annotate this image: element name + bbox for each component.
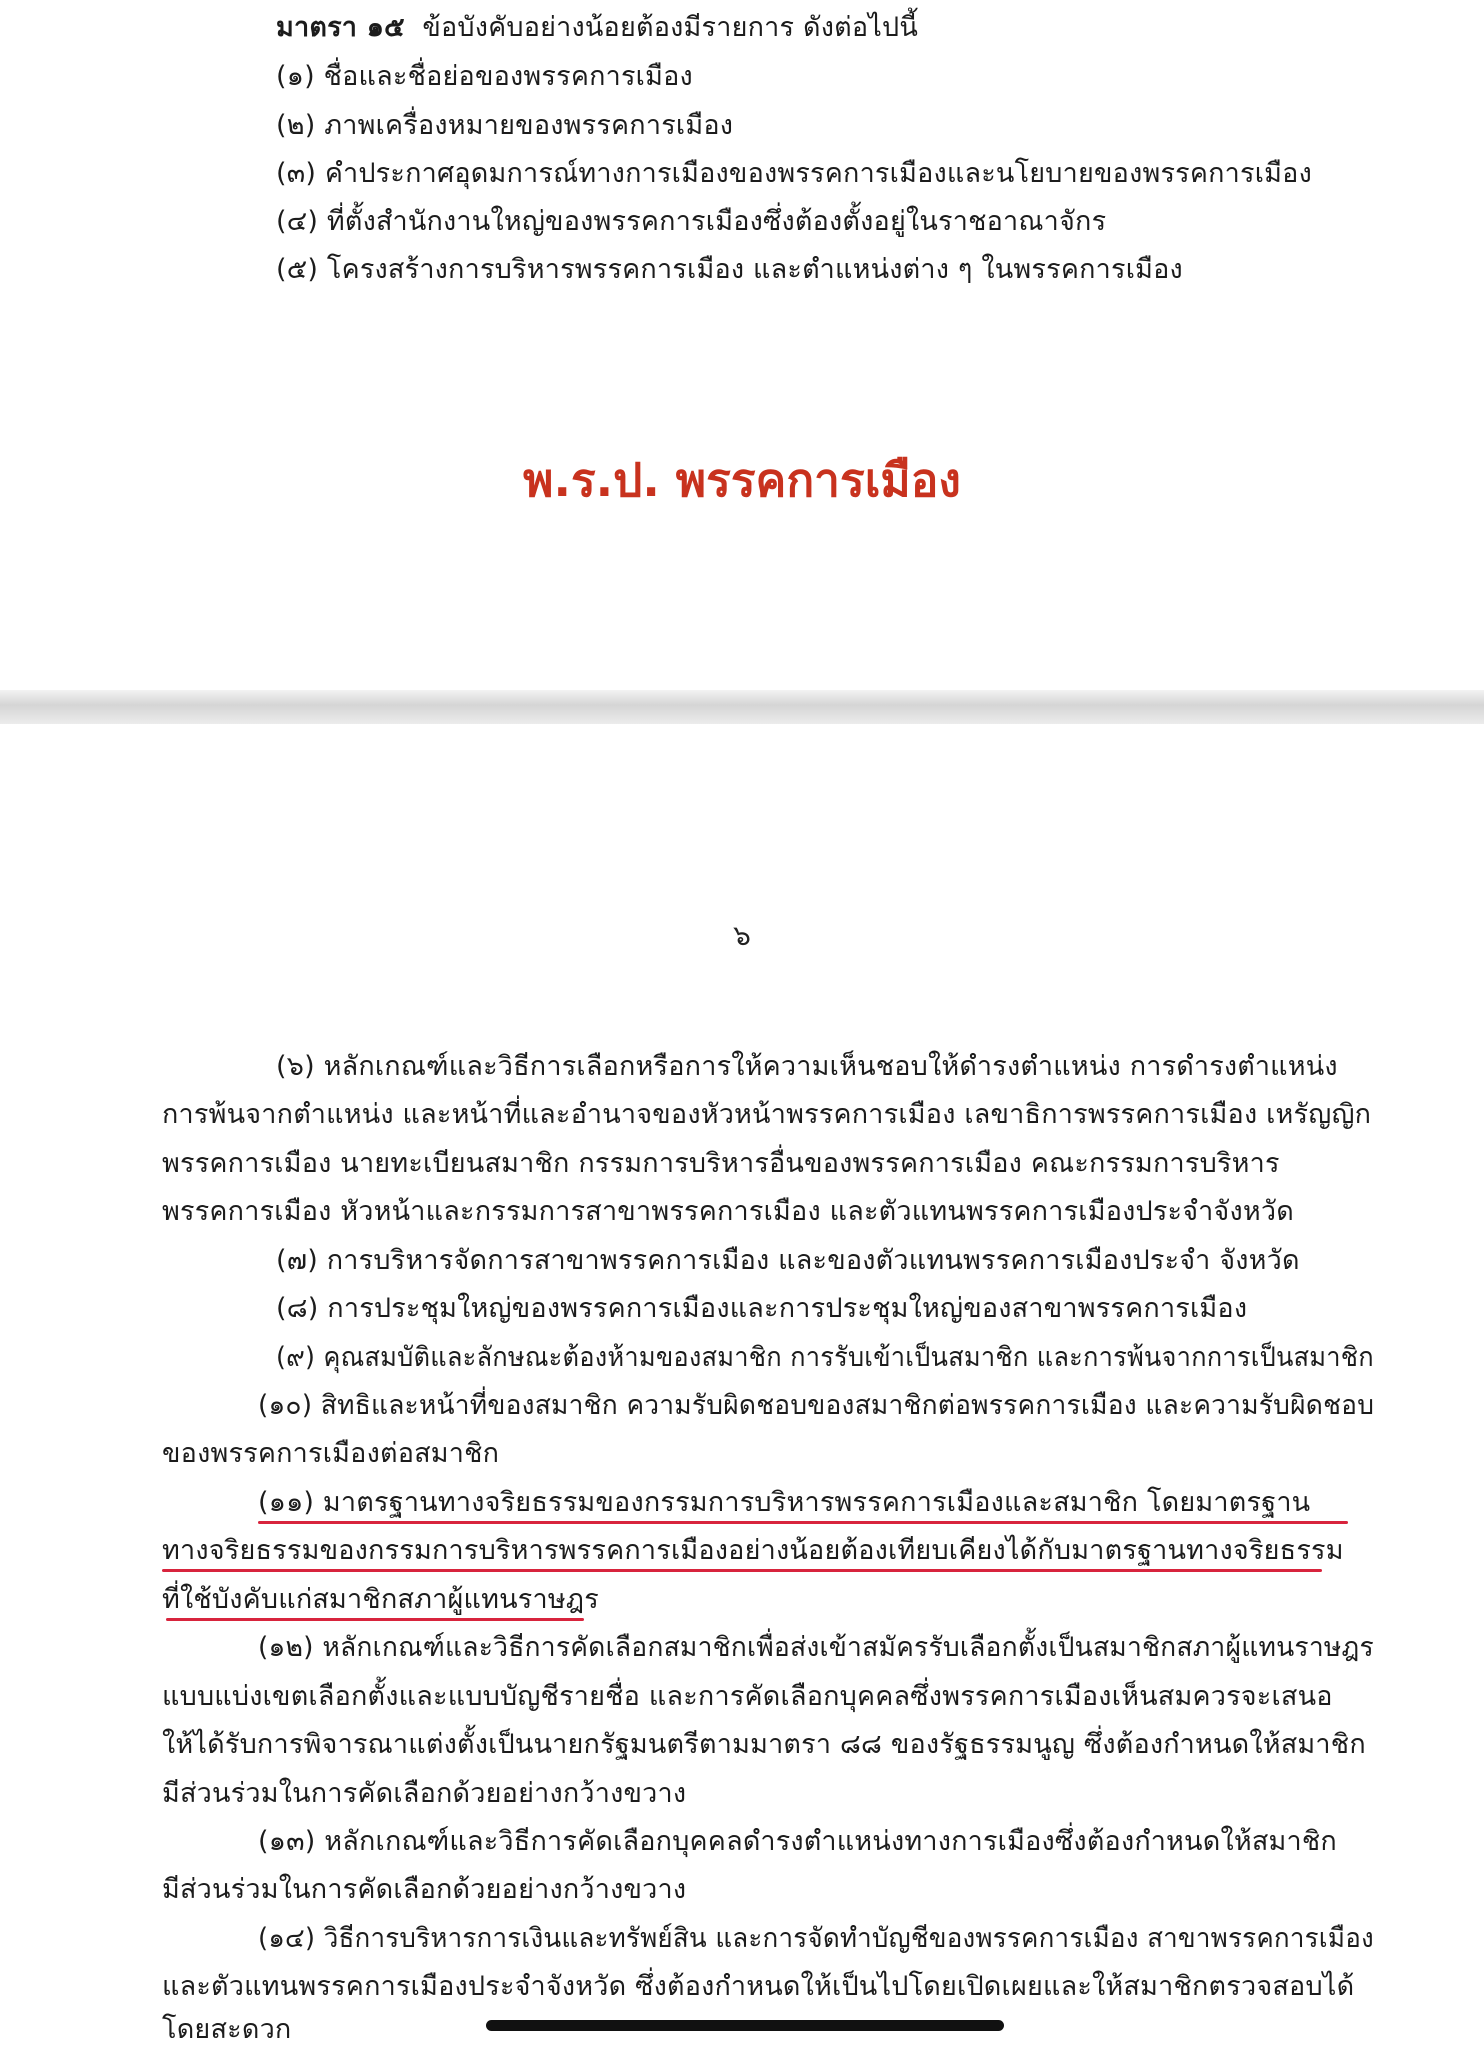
overlay-title: พ.ร.ป. พรรคการเมือง [523,453,961,507]
list-item: (๔) ที่ตั้งสำนักงานใหญ่ของพรรคการเมืองซึ่งต้องตั้งอยู่ในราชอาณาจักร [276,206,1107,237]
list-item: (๓) คำประกาศอุดมการณ์ทางการเมืองของพรรคการเมืองและนโยบายของพรรคการเมือง [276,158,1312,189]
list-item: (๕) โครงสร้างการบริหารพรรคการเมือง และตำแหน่งต่าง ๆ ในพรรคการเมือง [276,254,1183,285]
highlight-underline [162,1569,1322,1572]
paragraph-line: พรรคการเมือง นายทะเบียนสมาชิก กรรมการบริหารอื่นของพรรคการเมือง คณะกรรมการบริหาร [162,1148,1280,1179]
paragraph-line: (๗) การบริหารจัดการสาขาพรรคการเมือง และของตัวแทนพรรคการเมืองประจำ จังหวัด [276,1245,1300,1276]
section-label: มาตรา ๑๕ [276,12,405,43]
paragraph-line: แบบแบ่งเขตเลือกตั้งและแบบบัญชีรายชื่อ และการคัดเลือกบุคคลซึ่งพรรคการเมืองเห็นสมควรจะเสนอ [162,1681,1333,1712]
paragraph-line: (๙) คุณสมบัติและลักษณะต้องห้ามของสมาชิก การรับเข้าเป็นสมาชิก และการพ้นจากการเป็นสมาชิก [276,1342,1374,1373]
paragraph-line: พรรคการเมือง หัวหน้าและกรรมการสาขาพรรคการเมือง และตัวแทนพรรคการเมืองประจำจังหวัด [162,1196,1294,1227]
home-indicator[interactable] [486,2020,1004,2031]
list-item: (๒) ภาพเครื่องหมายของพรรคการเมือง [276,110,734,141]
page-number: ๖ [733,919,751,952]
paragraph-line: (๑๐) สิทธิและหน้าที่ของสมาชิก ความรับผิดชอบของสมาชิกต่อพรรคการเมือง และความรับผิดชอบ [258,1390,1375,1421]
highlighted-line: ที่ใช้บังคับแก่สมาชิกสภาผู้แทนราษฎร [162,1584,599,1615]
paragraph-line: มีส่วนร่วมในการคัดเลือกด้วยอย่างกว้างขวาง [162,1778,687,1809]
paragraph-line: (๘) การประชุมใหญ่ของพรรคการเมืองและการประชุมใหญ่ของสาขาพรรคการเมือง [276,1293,1248,1324]
paragraph-line: (๑๒) หลักเกณฑ์และวิธีการคัดเลือกสมาชิกเพื่อส่งเข้าสมัครรับเลือกตั้งเป็นสมาชิกสภาผู้แทนราษฎร [258,1632,1374,1663]
paragraph-line: ของพรรคการเมืองต่อสมาชิก [162,1438,500,1469]
list-item: (๑) ชื่อและชื่อย่อของพรรคการเมือง [276,61,693,92]
paragraph-line: (๑๔) วิธีการบริหารการเงินและทรัพย์สิน และการจัดทำบัญชีของพรรคการเมือง สาขาพรรคการเมือง [258,1923,1374,1954]
highlight-underline [258,1521,1348,1524]
section-15-line [276,8,918,48]
paragraph-line: และตัวแทนพรรคการเมืองประจำจังหวัด ซึ่งต้องกำหนดให้เป็นไปโดยเปิดเผยและให้สมาชิกตรวจสอบได้ [162,1971,1355,2002]
paragraph-line: ให้ได้รับการพิจารณาแต่งตั้งเป็นนายกรัฐมนตรีตามมาตรา ๘๘ ของรัฐธรรมนูญ ซึ่งต้องกำหนดให้สมาชิก [162,1729,1366,1760]
paragraph-line: (๖) หลักเกณฑ์และวิธีการเลือกหรือการให้ความเห็นชอบให้ดำรงตำแหน่ง การดำรงตำแหน่ง [276,1051,1338,1082]
highlight-underline [166,1618,584,1621]
highlighted-line: (๑๑) มาตรฐานทางจริยธรรมของกรรมการบริหารพรรคการเมืองและสมาชิก โดยมาตรฐาน [258,1487,1311,1518]
upper-document-page [0,0,1484,690]
page-divider [0,690,1484,724]
paragraph-line: (๑๓) หลักเกณฑ์และวิธีการคัดเลือกบุคคลดำรงตำแหน่งทางการเมืองซึ่งต้องกำหนดให้สมาชิก [258,1826,1337,1857]
section-text: ข้อบังคับอย่างน้อยต้องมีรายการ ดังต่อไปนี้ [422,12,919,43]
paragraph-line: การพ้นจากตำแหน่ง และหน้าที่และอำนาจของหัวหน้าพรรคการเมือง เลขาธิการพรรคการเมือง เหรัญญิก [162,1099,1372,1130]
paragraph-line: มีส่วนร่วมในการคัดเลือกด้วยอย่างกว้างขวาง [162,1874,687,1905]
paragraph-line: โดยสะดวก [162,2014,292,2045]
highlighted-line: ทางจริยธรรมของกรรมการบริหารพรรคการเมืองอย่างน้อยต้องเทียบเคียงได้กับมาตรฐานทางจริยธรรม [162,1535,1344,1566]
